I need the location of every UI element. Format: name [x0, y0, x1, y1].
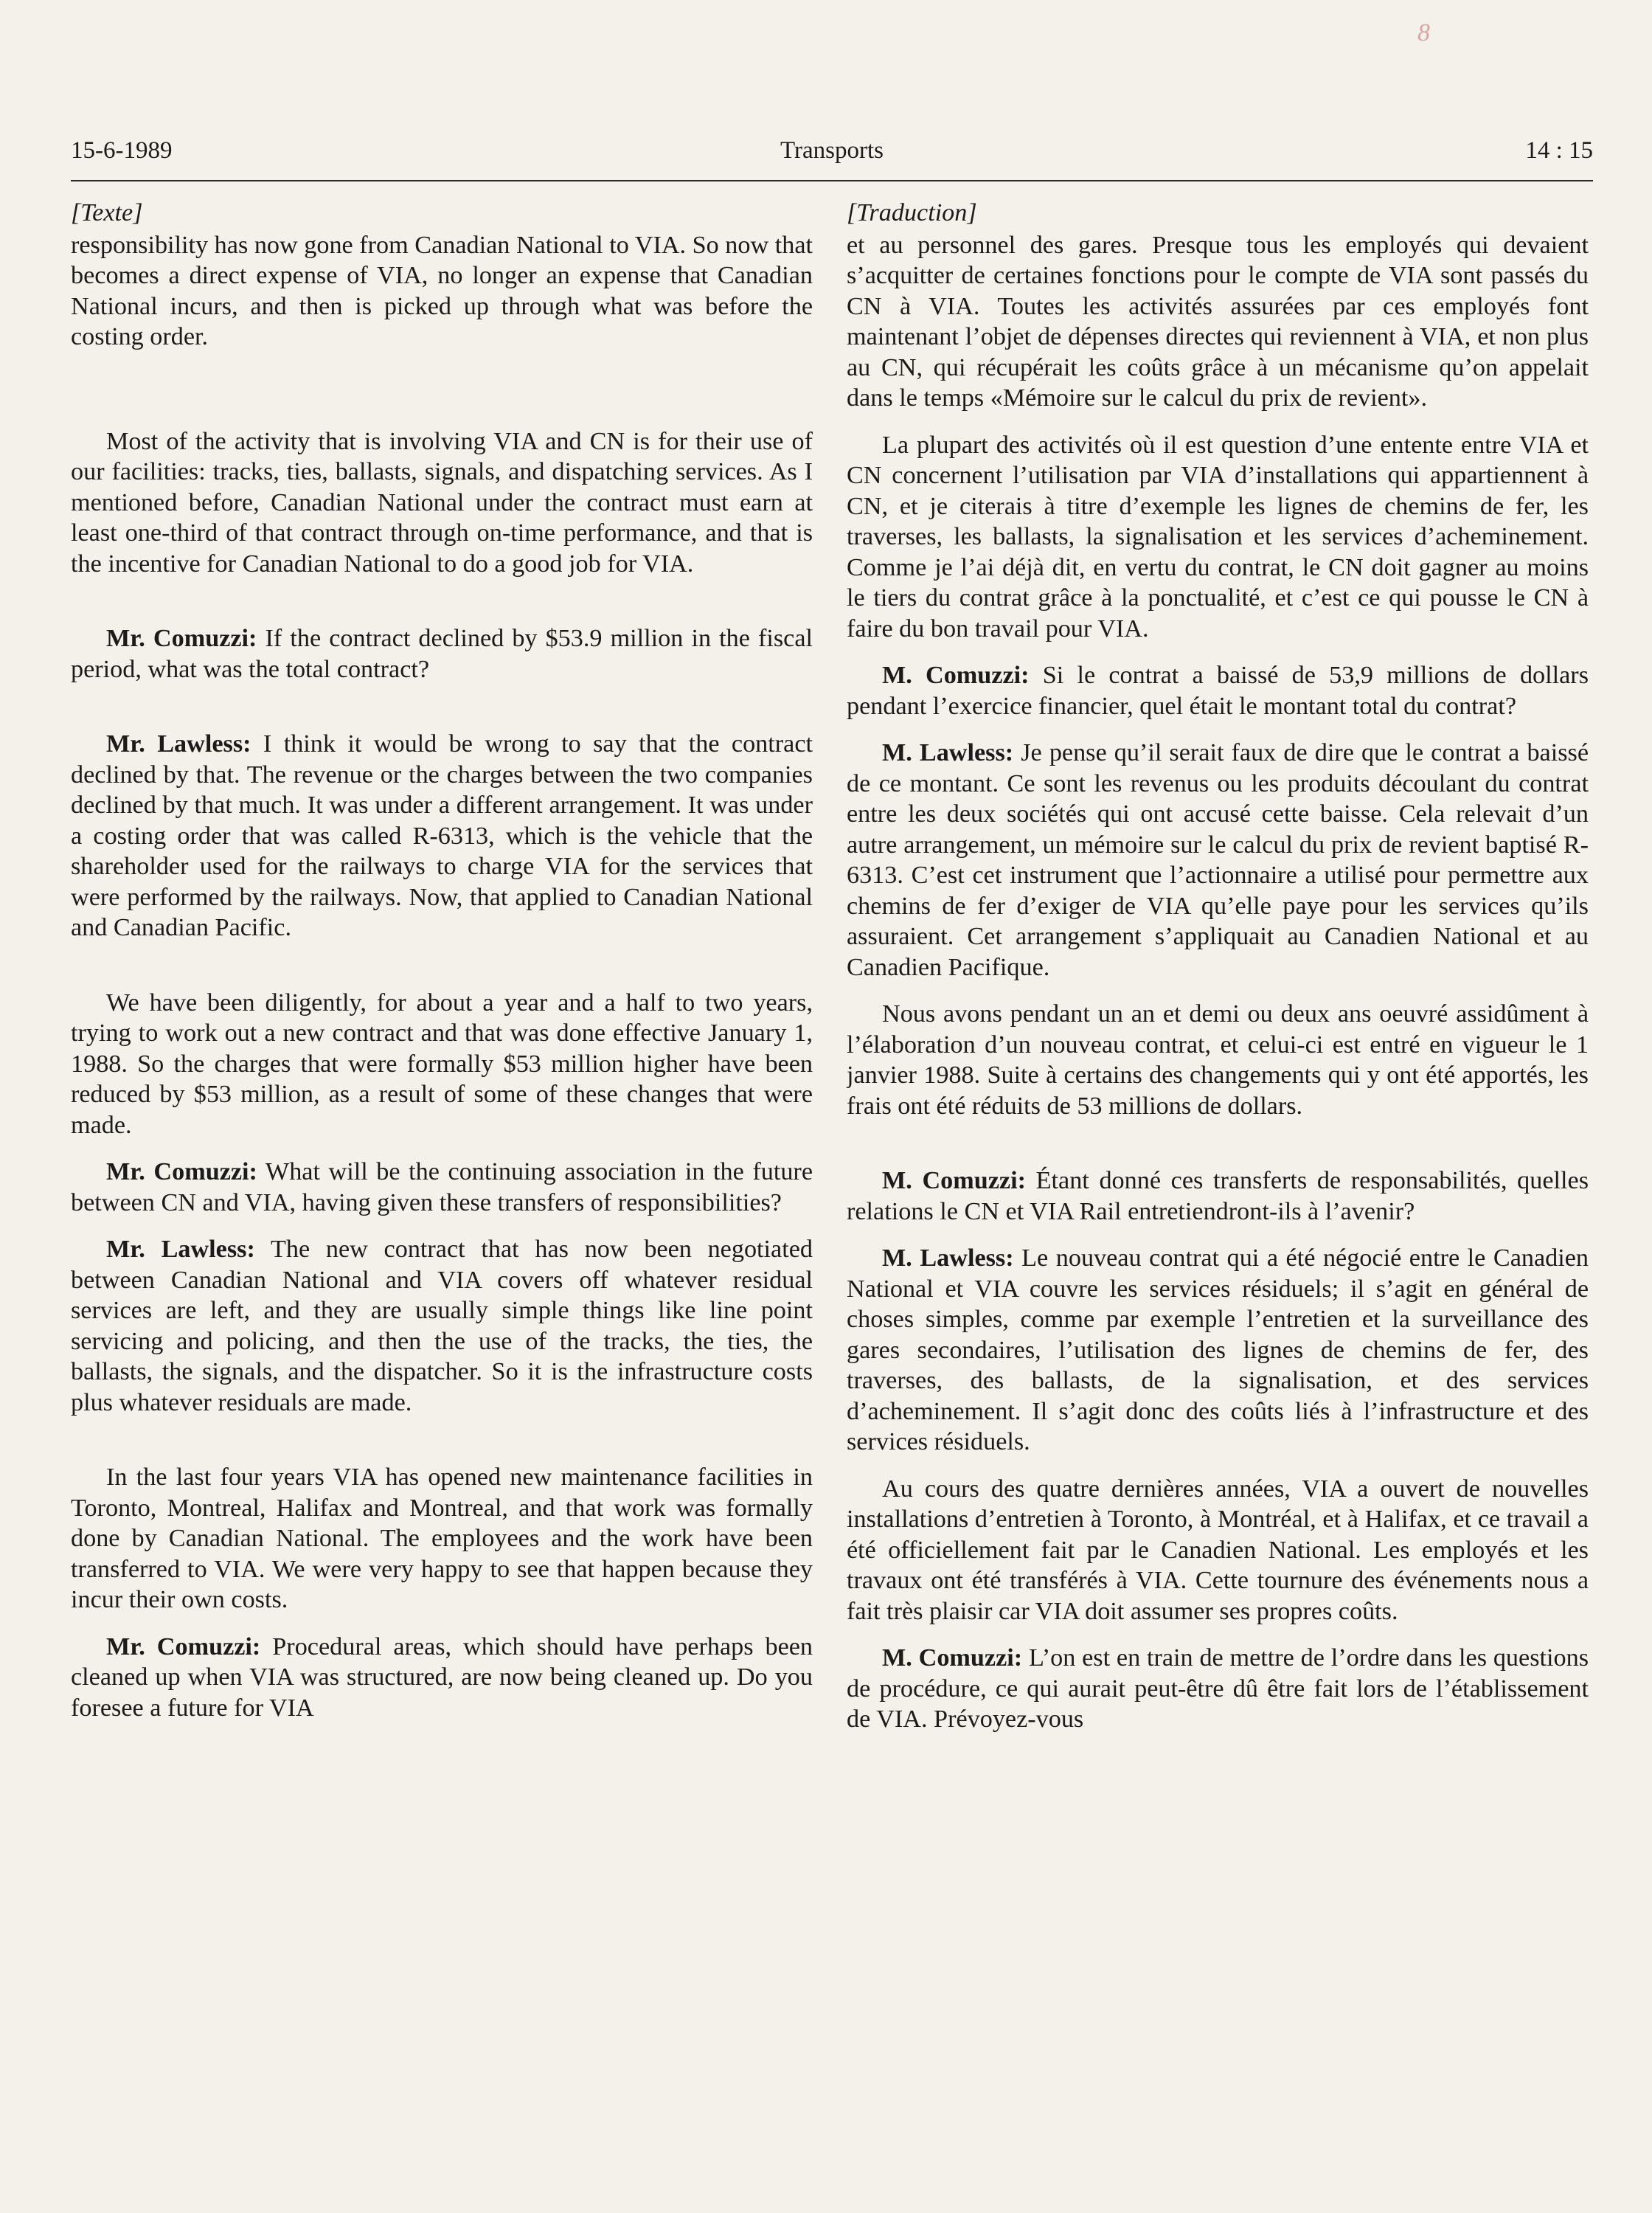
paragraph [71, 1462, 813, 1615]
paragraph-text: Most of the activity that is involving VIA and CN is for their use of our facilities: tracks, ties, ballasts, signals, and dispatching services. As I mentioned before, Canadian National under the contract must earn at least one-third of that contract through on-time performance, and that is the incentive for Canadian National to do a good job for VIA. [71, 427, 813, 578]
right-column-french [847, 198, 1589, 2123]
paragraph [71, 729, 813, 943]
paragraph-text: Au cours des quatre dernières années, VIA a ouvert de nouvelles installations d’entretien à Toronto, à Montréal, et à Halifax, et ce travail a été officiellement fait par le Canadien National. Les employés et les travaux ont été transférés à VIA. Cette tournure des événements nous a fait très plaisir car VIA doit assumer ses propres coûts. [847, 1475, 1589, 1625]
paragraph-text: La plupart des activités où il est question d’une entente entre VIA et CN concernent l’utilisation par VIA d’installations qui appartiennent à CN, et je citerais à titre d’exemple les lignes de chemins de fer, les traverses, les ballasts, la signalisation et les services d’acheminement. Comme je l’ai déjà dit, en vertu du contrat, le CN doit gagner au moins le tiers du contrat grâce à la ponctualité, et c’est ce qui pousse le CN à faire du bon travail pour VIA. [847, 431, 1589, 643]
paragraph-text: L’on est en train de mettre de l’ordre dans les questions de procédure, ce qui aurait peut-être dû être fait lors de l’établissement de VIA. Prévoyez-vous [847, 1644, 1589, 1733]
speaker-name: Mr. Comuzzi: [106, 625, 257, 652]
speaker-name: M. Comuzzi: [882, 662, 1030, 689]
paragraph [71, 426, 813, 580]
paragraph-text: Le nouveau contrat qui a été négocié entre le Canadien National et VIA couvre les services résiduels; il s’agit en général de choses simples, comme par exemple l’entretien et la surveillance des gares secondaires, l’utilisation des lignes de chemins de fer, des traverses, des ballasts, de la signalisation, et des services d’acheminement. Il s’agit donc des coûts liés à l’infrastructure et des services résiduels. [847, 1244, 1589, 1455]
paragraph-text: Procedural areas, which should have perhaps been cleaned up when VIA was structured, are now being cleaned up. Do you foresee a future for VIA [71, 1632, 813, 1722]
speaker-name: Mr. Lawless: [106, 1236, 255, 1263]
left-column-english [71, 198, 813, 2123]
paragraph [847, 999, 1589, 1121]
paragraph [71, 1632, 813, 1724]
paragraph [847, 230, 1589, 414]
page-mark: 8 [1417, 19, 1430, 46]
paragraph [71, 623, 813, 685]
paragraph [847, 430, 1589, 645]
speaker-name: Mr. Comuzzi: [106, 1632, 261, 1660]
paragraph [71, 988, 813, 1141]
paragraph [847, 1243, 1589, 1458]
speaker-name: M. Lawless: [882, 739, 1014, 766]
paragraph-text: What will be the continuing association in the future between CN and VIA, having given these transfers of responsibilities? [71, 1158, 813, 1216]
paragraph [71, 1157, 813, 1218]
paragraph [847, 1643, 1589, 1735]
paragraph-text: If the contract declined by $53.9 million in the fiscal period, what was the total contract? [71, 625, 813, 683]
column-label: [Traduction] [847, 199, 977, 226]
paragraph [847, 1166, 1589, 1227]
header-page-number: 14 : 15 [1525, 137, 1593, 164]
paragraph-text: et au personnel des gares. Presque tous les employés qui devaient s’acquitter de certaines fonctions pour le compte de VIA sont passés du CN à VIA. Toutes les activités assurées par ces employés font maintenant l’objet de dépenses directes qui reviennent à VIA, et non plus au CN, qui récupérait les coûts grâce à un mécanisme qu’on appelait dans le temps «Mémoire sur le calcul du prix de revient». [847, 231, 1589, 412]
column-label: [Texte] [71, 199, 143, 226]
paragraph [847, 738, 1589, 983]
speaker-name: M. Lawless: [882, 1244, 1014, 1272]
paragraph-text: Si le contrat a baissé de 53,9 millions de dollars pendant l’exercice financier, quel était le montant total du contrat? [847, 662, 1589, 720]
paragraph-text: responsibility has now gone from Canadian National to VIA. So now that becomes a direct expense of VIA, no longer an expense that Canadian National incurs, and then is picked up through what was before the costing order. [71, 231, 813, 350]
paragraph-text: Je pense qu’il serait faux de dire que le contrat a baissé de ce montant. Ce sont les revenus ou les produits découlant du contrat entre les deux sociétés qui ont accusé cette baisse. Cela relevait d’un autre arrangement, un mémoire sur le calcul du prix de revient baptisé R-6313. C’est cet instrument que l’actionnaire a utilisé pour permettre aux chemins de fer d’exiger de VIA qu’elle paye pour les services qu’ils assuraient. Cet arrangement s’appliquait au Canadien National et au Canadien Pacifique. [847, 739, 1589, 981]
header-date: 15-6-1989 [71, 137, 173, 164]
paragraph [71, 230, 813, 353]
paragraph-text: The new contract that has now been negotiated between Canadian National and VIA covers off whatever residual services are left, and they are usually simple things like line point servicing and policing, and then the use of the tracks, the ties, the ballasts, the signals, and the dispatcher. So it is the infrastructure costs plus whatever residuals are made. [71, 1236, 813, 1416]
speaker-name: M. Comuzzi: [882, 1644, 1023, 1672]
paragraph [71, 1234, 813, 1418]
paragraph [847, 1474, 1589, 1627]
speaker-name: Mr. Comuzzi: [106, 1158, 257, 1185]
paragraph-text: We have been diligently, for about a year and a half to two years, trying to work out a new contract and that was done effective January 1, 1988. So the charges that were formally $53 million higher have been reduced by $53 million, as a result of some of these changes that were made. [71, 988, 813, 1139]
paragraph-text: In the last four years VIA has opened new maintenance facilities in Toronto, Montreal, Halifax and Montreal, and that work was formally done by Canadian National. The employees and the work have been transferred to VIA. We were very happy to see that happen because they incur their own costs. [71, 1464, 813, 1613]
paragraph-text: Nous avons pendant un an et demi ou deux ans oeuvré assidûment à l’élaboration d’un nouveau contrat, et celui-ci est entré en vigueur le 1 janvier 1988. Suite à certains des changements qui y ont été apportés, les frais ont été réduits de 53 millions de dollars. [847, 1000, 1589, 1120]
speaker-name: M. Comuzzi: [882, 1167, 1026, 1194]
paragraph-text: I think it would be wrong to say that the contract declined by that. The revenue or the charges between the two companies declined by that much. It was under a different arrangement. It was under a costing order that was called R-6313, which is the vehicle that the shareholder used for the railways to charge VIA for the services that were performed by the railways. Now, that applied to Canadian National and Canadian Pacific. [71, 730, 813, 941]
header-title: Transports [780, 137, 884, 164]
paragraph-text: Étant donné ces transferts de responsabilités, quelles relations le CN et VIA Rail entretiendront-ils à l’avenir? [847, 1167, 1589, 1225]
speaker-name: Mr. Lawless: [106, 730, 251, 758]
paragraph [847, 660, 1589, 721]
page-header [71, 137, 1593, 181]
